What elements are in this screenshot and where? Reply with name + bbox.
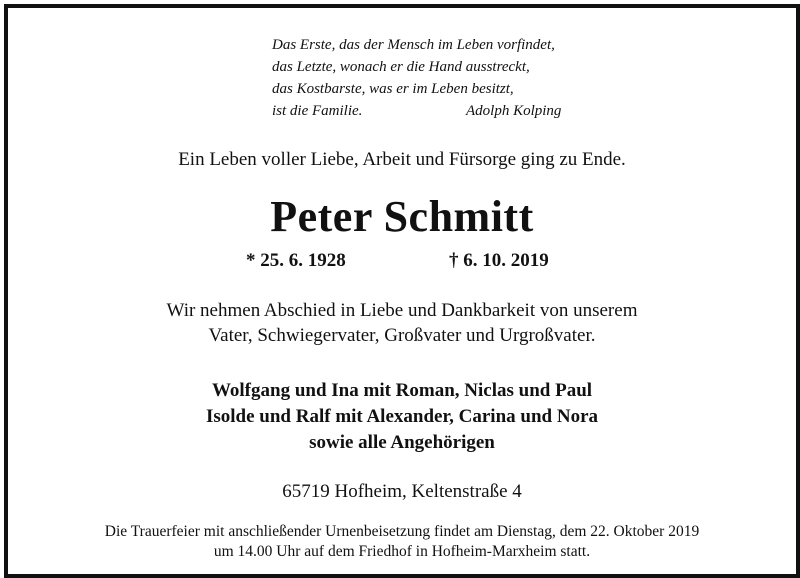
address: 65719 Hofheim, Keltenstraße 4 [282, 481, 522, 502]
funeral-line: Die Trauerfeier mit anschließender Urnenbeisetzung findet am Dienstag, dem 22. Oktober 2019 [104, 523, 700, 540]
family-line: Isolde und Ralf mit Alexander, Carina und Nora [205, 406, 599, 427]
family-line: sowie alle Angehörigen [309, 432, 495, 453]
funeral-info [8, 522, 796, 562]
farewell-text [8, 298, 796, 348]
farewell-line: Vater, Schwiegervater, Großvater und Urgroßvater. [208, 325, 596, 346]
quote-block [272, 34, 592, 122]
quote-line: das Kostbarste, was er im Leben besitzt, [272, 81, 514, 97]
funeral-line: um 14.00 Uhr auf dem Friedhof in Hofheim-Marxheim statt. [213, 543, 591, 560]
family-line: Wolfgang und Ina mit Roman, Niclas und Paul [211, 380, 593, 401]
quote-author: Adolph Kolping [466, 103, 562, 119]
death-date: † 6. 10. 2019 [449, 250, 549, 271]
intro-text: Ein Leben voller Liebe, Arbeit und Fürsorge ging zu Ende. [178, 149, 626, 170]
deceased-name: Peter Schmitt [270, 192, 534, 241]
obituary-notice [4, 4, 800, 578]
quote-line: ist die Familie. [272, 103, 363, 119]
birth-date: * 25. 6. 1928 [246, 250, 346, 271]
quote-line: Das Erste, das der Mensch im Leben vorfindet, [272, 37, 555, 53]
farewell-line: Wir nehmen Abschied in Liebe und Dankbarkeit von unserem [166, 300, 638, 321]
family-list [8, 378, 796, 456]
quote-line: das Letzte, wonach er die Hand ausstreckt, [272, 59, 530, 75]
